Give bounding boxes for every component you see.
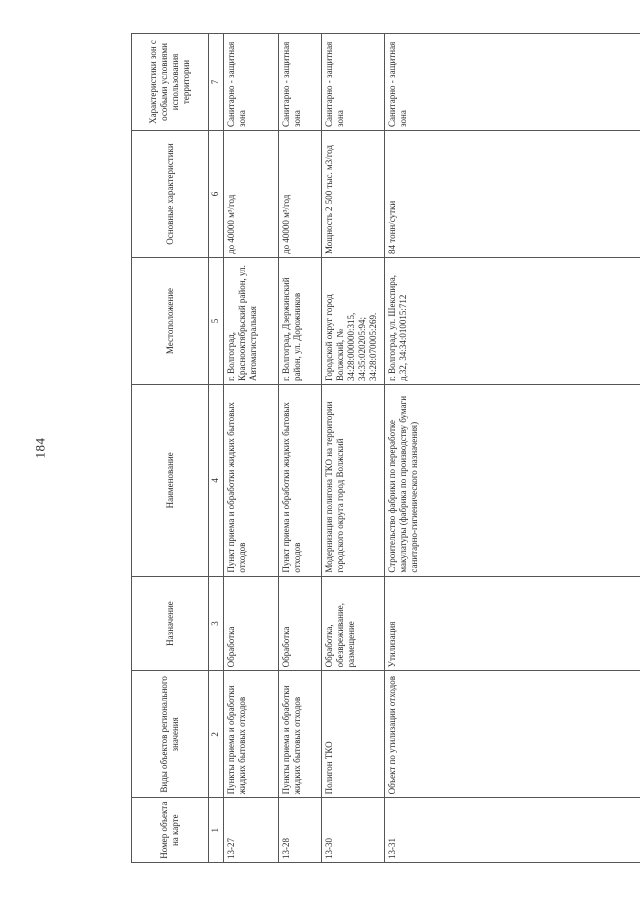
column-number-row [209,34,224,863]
header-cell-zone: Характеристики зон с особыми условиями использования территории [132,34,209,131]
table-row [279,34,322,863]
header-cell-location: Местоположение [132,257,209,384]
column-number: 4 [209,385,224,577]
cell-purpose: Обработка [224,576,279,671]
cell-type: Объект по утилизации отходов [385,671,640,798]
column-number: 7 [209,34,224,131]
cell-location: г. Волгоград, Краснооктябрьский район, ул. Автомагистральная [224,257,279,384]
cell-zone: Санитарно - защитная зона [224,34,279,131]
cell-characteristics: до 40000 м³/год [279,130,322,257]
header-row [132,34,209,863]
cell-id: 13-28 [279,798,322,863]
table-container [131,33,640,863]
cell-type: Пункты приема и обработки жидких бытовых отходов [224,671,279,798]
table-row [224,34,279,863]
column-number: 6 [209,130,224,257]
cell-characteristics: до 40000 м³/год [224,130,279,257]
page-number: 184 [32,437,48,459]
header-cell-type: Виды объектов регионального значения [132,671,209,798]
column-number: 5 [209,257,224,384]
table-row [385,34,640,863]
header-cell-characteristics: Основные характеристики [132,130,209,257]
header-cell-purpose: Назначение [132,576,209,671]
cell-zone: Санитарно - защитная зона [322,34,385,131]
cell-purpose: Обработка [279,576,322,671]
cell-name: Пункт приема и обработки жидких бытовых отходов [224,385,279,577]
cell-type: Полигон ТКО [322,671,385,798]
cell-location: Городской округ город Волжский, № 34:28:000000:315, 34:35:020205:94; 34:28:070005:269. [322,257,385,384]
cell-location: г. Волгоград, Дзержинский район, ул. Дорожников [279,257,322,384]
table-row [322,34,385,863]
cell-id: 13-31 [385,798,640,863]
header-cell-name: Наименование [132,385,209,577]
cell-name: Пункт приема и обработки жидких бытовых отходов [279,385,322,577]
cell-purpose: Утилизация [385,576,640,671]
cell-id: 13-27 [224,798,279,863]
cell-purpose: Обработка, обезвреживание, размещение [322,576,385,671]
cell-name: Модернизация полигона ТКО на территории городского округа город Волжский [322,385,385,577]
cell-location: г. Волгоград, ул. Шекспира, д.32, 34:34:010015:712 [385,257,640,384]
cell-characteristics: 84 тонн/сутки [385,130,640,257]
column-number: 2 [209,671,224,798]
cell-type: Пункты приема и обработки жидких бытовых отходов [279,671,322,798]
column-number: 3 [209,576,224,671]
column-number: 1 [209,798,224,863]
cell-id: 13-30 [322,798,385,863]
cell-zone: Санитарно - защитная зона [279,34,322,131]
cell-zone: Санитарно - защитная зона [385,34,640,131]
header-cell-number: Номер объекта на карте [132,798,209,863]
cell-name: Строительство фабрики по переработке макулатуры (фабрика по производству бумаги санитарно-гигиенического назначения) [385,385,640,577]
cell-characteristics: Мощность 2 500 тыс. м3/год [322,130,385,257]
objects-table [131,33,640,863]
